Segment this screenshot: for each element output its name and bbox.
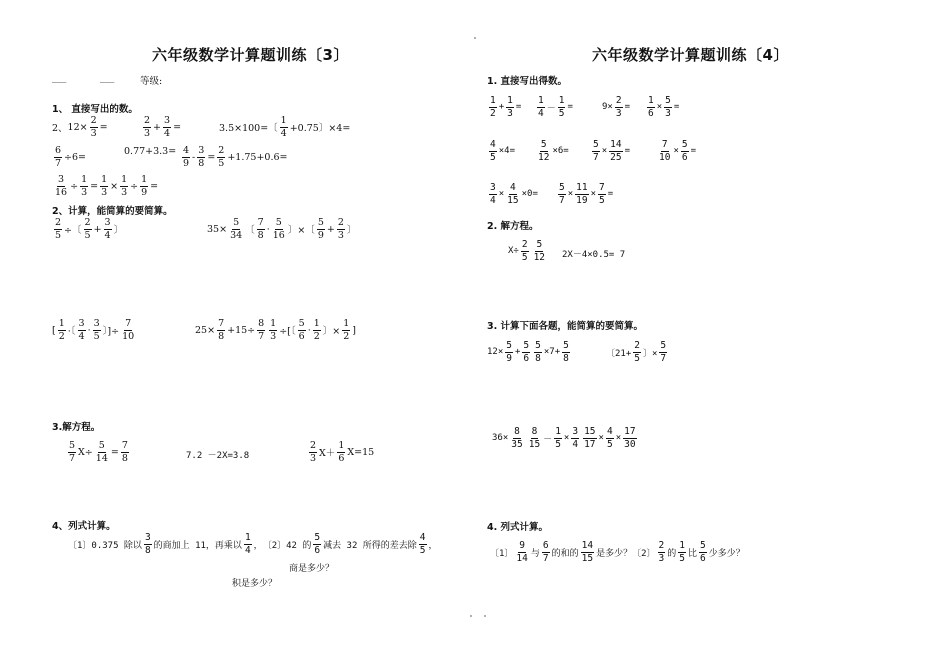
left-s4-p2-question: 商是多少？	[289, 564, 335, 574]
left-section1-title: 1、 直接写出的数。	[52, 104, 138, 115]
left-s2-expr-1: $\frac{2}{5}$ ÷〔 $\frac{2}{5}$ + $\frac{3}{4}$ 〕	[55, 217, 124, 241]
right-s1-expr-b: $\frac{1}{4}$ － $\frac{1}{5}$ =	[538, 95, 573, 119]
scan-dot	[470, 615, 472, 617]
left-s1-expr-f: $\frac{4}{9}$ - $\frac{3}{8}$ = $\frac{2}{5}$ +1.75+0.6=	[183, 145, 288, 169]
grade-label: 等级:	[140, 76, 163, 87]
left-section3-title: 3.解方程。	[52, 422, 101, 433]
right-s2-eq1: X÷ $\frac{2}{5}$ $\frac{5}{12}$	[508, 239, 546, 263]
right-s1-expr-f: $\frac{5}{12}$ ×6=	[538, 139, 569, 163]
right-s1-expr-h: $\frac{7}{10}$ × $\frac{5}{6}$ =	[659, 139, 697, 163]
right-s1-expr-j: $\frac{5}{7}$ × $\frac{11}{19}$ × $\frac{7}{5}$ =	[559, 182, 614, 206]
left-section4-title: 4、列式计算。	[52, 521, 116, 532]
class-blank: ___	[100, 72, 115, 83]
right-section4-title: 4. 列式计算。	[487, 522, 549, 533]
right-page-title: 六年级数学计算题训练〔4〕	[592, 46, 789, 64]
left-s1-row1: 2、 12× $\frac{2}{3}$ =	[52, 115, 108, 139]
right-s1-row1: $\frac{1}{2}$ + $\frac{1}{3}$ =	[490, 95, 522, 119]
right-s1-row2: $\frac{4}{5}$ ×4=	[490, 139, 515, 163]
left-s4-p1-question: 积是多少？	[232, 579, 278, 589]
scan-dot	[484, 615, 486, 617]
right-section2-title: 2. 解方程。	[487, 221, 539, 232]
right-s1-expr-c: 9× $\frac{2}{3}$ =	[602, 95, 630, 119]
right-section1-title: 1. 直接写出得数。	[487, 76, 568, 87]
right-s1-row3: $\frac{3}{4}$ × $\frac{4}{15}$ ×0=	[490, 182, 538, 206]
left-section2-title: 2、计算，能简算的要简算。	[52, 206, 173, 217]
left-s4-problem-line: 〔1〕0.375 除以 $\frac{3}{8}$ 的商加上 11，再乘以 $\frac{1}{4}$ ， 〔2〕42 的 $\frac{5}{6}$ 减去 32 所得的差去除 $\frac{4}{5}$ ，	[68, 532, 438, 556]
right-s2-eq2: 2X－4×0.5= 7	[562, 250, 626, 260]
left-s1-row2: $\frac{6}{7}$ ÷6=	[55, 145, 87, 169]
right-s3-expr-1: 12× $\frac{5}{9}$ + $\frac{5}{6}$ $\frac{5}{8}$ ×7+ $\frac{5}{8}$	[487, 340, 569, 364]
right-s3-expr-2: 〔21+ $\frac{2}{5}$ 〕× $\frac{5}{7}$	[606, 340, 667, 364]
left-s1-expr-c: 3.5×100=〔 $\frac{1}{4}$ +0.75〕×4=	[219, 115, 351, 139]
left-s3-eq2: 7.2 －2X=3.8	[186, 451, 250, 461]
left-page-title: 六年级数学计算题训练〔3〕	[152, 46, 349, 64]
left-s2-expr-3: [ $\frac{1}{2}$ ·〔 $\frac{3}{4}$ · $\frac{3}{5}$ 〕]÷ $\frac{7}{10}$	[52, 318, 135, 342]
right-s4-problem-line: 〔1〕 $\frac{9}{14}$ 与 $\frac{6}{7}$ 的和的 $\frac{14}{15}$ 是多少？ 〔2〕 $\frac{2}{3}$ 的 $\frac{1}{5}$ 比 $\frac{5}{6}$ 少多少？	[490, 540, 745, 564]
right-section3-title: 3. 计算下面各题，能简算的要简算。	[487, 321, 644, 332]
left-s1-expr-b: $\frac{2}{3}$ + $\frac{3}{4}$ =	[144, 115, 182, 139]
left-s3-eq3: $\frac{2}{3}$ X＋ $\frac{1}{6}$ X=15	[310, 440, 375, 464]
left-s2-expr-2: 35× $\frac{5}{34}$ 〔 $\frac{7}{8}$ · $\frac{5}{16}$ 〕×〔 $\frac{5}{9}$ + $\frac{2}{3}$ 〕	[207, 217, 357, 241]
right-s1-expr-d: $\frac{1}{6}$ × $\frac{5}{3}$ =	[648, 95, 680, 119]
right-s3-expr-3: 36× $\frac{8}{35}$ $\frac{8}{15}$ － $\frac{1}{5}$ × $\frac{3}{4}$ $\frac{15}{17}$ × $\frac{4}{5}$ × $\frac{17}{30}$	[492, 426, 636, 450]
left-s2-expr-4: 25× $\frac{7}{8}$ +15÷ $\frac{8}{7}$ $\frac{1}{3}$ ÷[〔 $\frac{5}{6}$ · $\frac{1}{2}$ 〕× $\frac{1}{2}$ ]	[195, 318, 356, 342]
left-s1-expr-e: 0.77+3.3=	[124, 146, 177, 157]
right-s1-expr-g: $\frac{5}{7}$ × $\frac{14}{25}$ =	[593, 139, 631, 163]
scan-dot	[474, 37, 476, 39]
left-s3-eq1: $\frac{5}{7}$ X÷ $\frac{5}{14}$ = $\frac{7}{8}$	[69, 440, 128, 464]
name-blank: ___	[52, 72, 67, 83]
left-s1-row3: $\frac{3}{16}$ ÷ $\frac{1}{3}$ = $\frac{1}{3}$ × $\frac{1}{3}$ ÷ $\frac{1}{9}$ =	[55, 174, 159, 198]
